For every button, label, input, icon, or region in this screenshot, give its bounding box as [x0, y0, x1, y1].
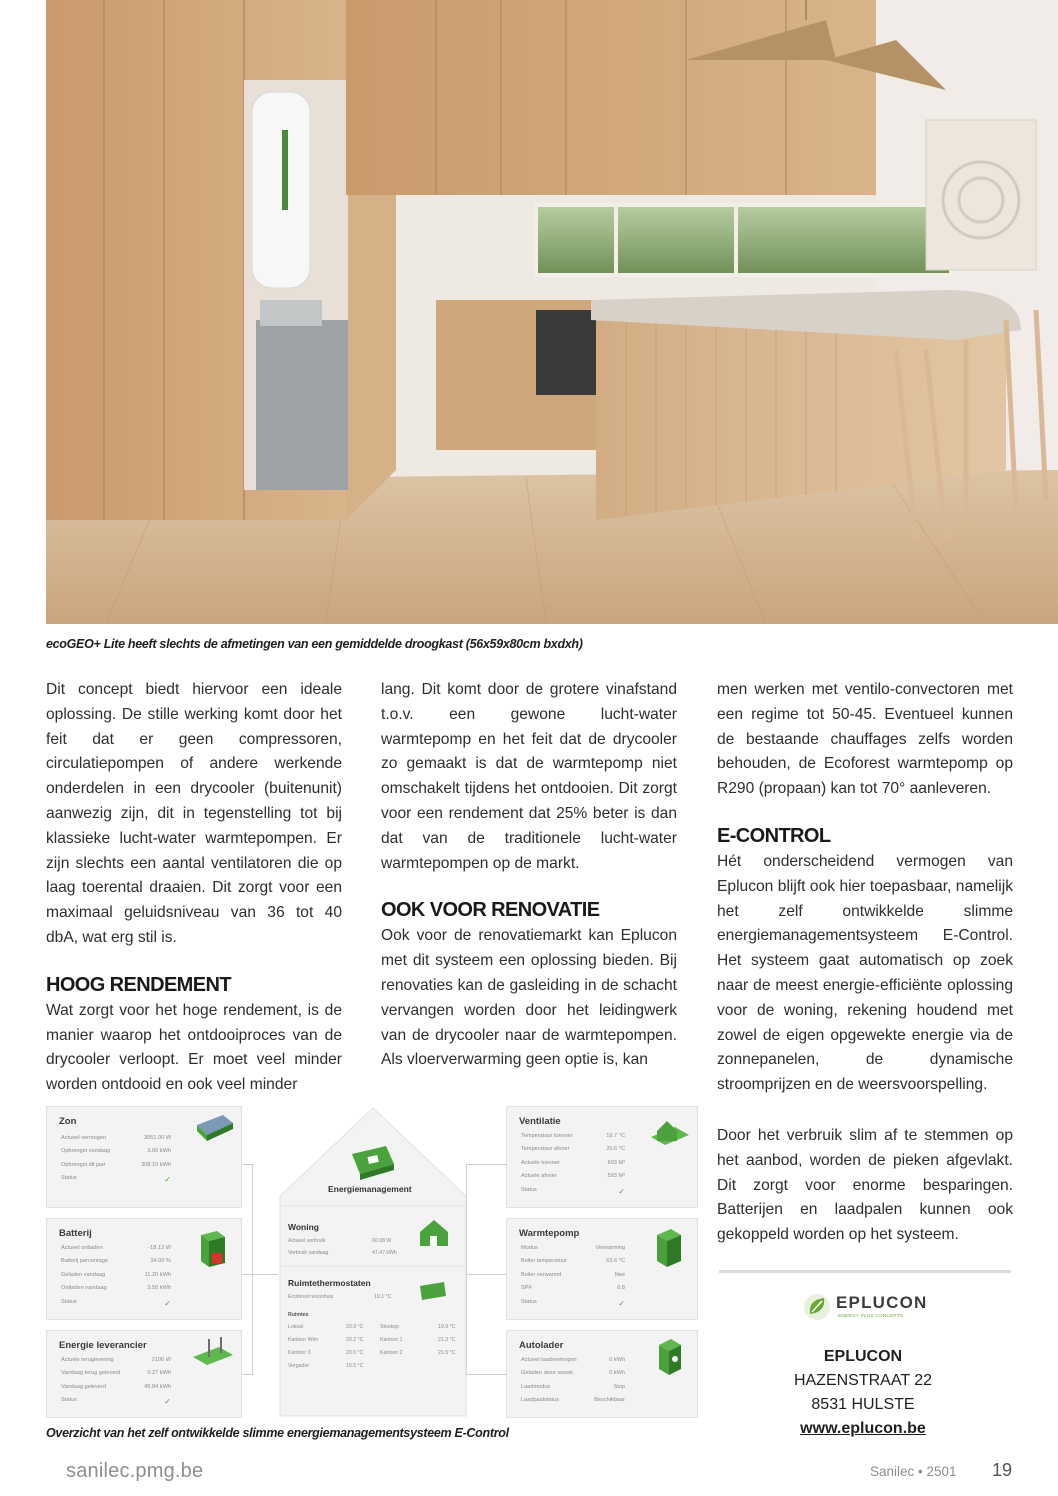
row-value: 593 M³	[607, 1173, 625, 1180]
logo-tagline: ENERGY PLUS CONCEPTS	[838, 1313, 904, 1318]
woning-row-label: Actueel verbruik	[288, 1238, 326, 1244]
panel-energie-leverancier	[46, 1330, 242, 1418]
room-name: Kantoor 3	[288, 1350, 311, 1356]
panel-title: Energie leverancier	[59, 1340, 147, 1351]
row-label: Actuele toevoer	[521, 1159, 560, 1166]
section-heading: HOOG RENDEMENT	[46, 973, 231, 996]
panel-title: Warmtepomp	[519, 1228, 580, 1239]
row-label: Temperatuur afvoer	[521, 1146, 570, 1153]
row-label: Actueel ontladen	[61, 1245, 103, 1251]
room-temp: 21.3 °C	[438, 1337, 456, 1343]
section-heading: E-CONTROL	[717, 824, 831, 847]
room-name: Loksal	[288, 1324, 303, 1330]
room-temp: 19.5 °C	[346, 1363, 364, 1369]
leaf-logo-icon	[802, 1292, 832, 1322]
footer-site[interactable]: sanilec.pmg.be	[66, 1460, 204, 1482]
row-value: 19.7 °C	[606, 1133, 625, 1139]
charger-icon	[651, 1337, 691, 1377]
row-label: Boiler verwarmd	[521, 1271, 562, 1278]
company-city: 8531 HULSTE	[811, 1396, 915, 1413]
paragraph: Dit concept biedt hiervoor een ideale oplossing. De stille werking komt door het feit dat er geen compressoren, circulatiepompen of andere werkende onderdelen in een drycooler (buitenunit) aanwezig zijn, dit in tegenstelling tot bij klassieke lucht-water warmtepompen. Er zijn slechts een aantal ventilatoren die op laag toerental draaien. Dit zorgt voor een maximaal geluidsniveau van 36 tot 40 dbA, wat erg stil is.	[46, 681, 342, 946]
ventilation-house-icon	[647, 1115, 691, 1151]
dashboard-center-title: Energiemanagement	[328, 1184, 412, 1194]
row-label: Actuele afvoer	[521, 1173, 557, 1180]
row-label: Opbrengst vandaag	[61, 1148, 111, 1155]
room-temp: 20.0 °C	[346, 1350, 364, 1356]
page-number: 19	[992, 1460, 1013, 1480]
woning-title: Woning	[288, 1222, 319, 1232]
room-name: Kantoor 1	[380, 1337, 403, 1343]
row-label: Status	[521, 1298, 537, 1305]
panel-title: Batterij	[59, 1228, 92, 1239]
paragraph: Wat zorgt voor het hoge rendement, is de manier waarop het ontdooiproces van de drycooler verloopt. Er moet veel minder worden ontdooid en ook veel minder	[46, 1001, 342, 1094]
panel-title: Autolader	[519, 1340, 564, 1351]
panel-autolader	[506, 1330, 698, 1418]
panel-title: Zon	[59, 1116, 77, 1127]
row-label: Status	[61, 1397, 77, 1404]
panel-title: Ventilatie	[519, 1116, 561, 1127]
room-temp: 21.5 °C	[438, 1350, 456, 1356]
row-label: SPF	[521, 1285, 532, 1292]
panel-ventilatie	[506, 1106, 698, 1208]
panel-zon	[46, 1106, 242, 1208]
kitchen-illustration	[46, 0, 1058, 624]
monitor-icon	[346, 1144, 398, 1180]
status-check-icon: ✓	[618, 1186, 625, 1196]
woning-row-value: 60.08 W	[372, 1238, 392, 1244]
row-label: Status	[61, 1298, 77, 1305]
company-name: EPLUCON	[823, 1348, 903, 1365]
row-value: 0 kWh	[609, 1357, 625, 1363]
row-value: 45.84 kWh	[144, 1383, 171, 1390]
room-name: Kantoor 2	[380, 1350, 403, 1356]
paragraph: Ook voor de renovatiemarkt kan Eplucon met dit systeem een oplossing bieden. Bij renovaties kan de gasleiding in de schacht vervangen worden door het leidingwerk van de drycooler naar de warmtepompen. Als vloerverwarming geen optie is, kan	[381, 927, 677, 1069]
paragraph: men werken met ventilo-convectoren met een regime tot 50-45. Eventueel kunnen de bestaande chauffages zelfs worden behouden, de Ecoforest warmtepomp op R290 (propaan) kan tot 70° aanleveren.	[717, 681, 1013, 798]
house-icon	[416, 1218, 450, 1248]
paragraph: lang. Dit komt door de grotere vinafstand t.o.v. een gewone lucht-water warmtepomp en het feit dat de drycooler zo gemaakt is dat de warmtepomp niet omschakelt tijdens het ontdooien. Dit zorgt voor een rendement dat 25% beter is dan dat van de traditionele lucht-water warmtepompen op de markt.	[381, 681, 677, 872]
row-label: Actueel vermogen	[61, 1135, 107, 1141]
ruimte-title: Ruimtethermostaten	[288, 1278, 371, 1288]
row-label: Geladen vandaag	[61, 1271, 106, 1278]
row-label: Laadpaalstatus	[521, 1397, 559, 1404]
row-value: 3.50 kWh	[147, 1285, 171, 1292]
woning-row-value: 47.47 kWh	[372, 1250, 397, 1256]
row-value: 603 M³	[607, 1159, 625, 1166]
paragraph: Door het verbruik slim af te stemmen op het aanbod, worden de pieken afgevlakt. Dit zorgt voor enorme besparingen. Batterijen en laadpalen kunnen ook gekoppeld worden op het systeem.	[717, 1126, 1013, 1244]
room-name: Stookop	[380, 1324, 400, 1330]
room-name: Vergader	[288, 1363, 310, 1369]
row-value: 2106 W	[151, 1357, 171, 1363]
paragraph: Hét onderscheidend vermogen van Eplucon blijft ook hier toepasbaar, namelijk het zelf ontwikkelde slimme energiemanagementsysteem E-Control. Het systeem gaat automatisch op zoek naar de meest energie-efficiënte oplossing voor de woning, rekening houdend met zowel de eigen opgewekte energie via de zonnepanelen, de dynamische stroomprijzen en de weersvoorspelling.	[717, 852, 1013, 1094]
heat-pump-icon	[649, 1227, 689, 1271]
panel-batterij	[46, 1218, 242, 1320]
row-label: Status	[521, 1186, 537, 1193]
room-name: Kantoor Wim	[288, 1337, 318, 1343]
row-label: Ontladen vandaag	[61, 1285, 107, 1292]
row-value: Stop	[613, 1383, 625, 1390]
panel-warmtepomp	[506, 1218, 698, 1320]
footer-issue: Sanilec • 2501	[870, 1464, 957, 1479]
row-label: Opbrengst dit jaar	[61, 1161, 106, 1168]
photo-caption: ecoGEO+ Lite heeft slechts de afmetingen van een gemiddelde droogkast (56x59x80cm bxdxh)	[46, 637, 583, 651]
thermo-value: 19.1 °C	[374, 1294, 392, 1300]
room-temp: 19.9 °C	[438, 1324, 456, 1330]
row-value: 3.60 kWh	[147, 1148, 171, 1155]
row-label: Actuele teruglevering	[61, 1357, 114, 1363]
row-label: Geladen deze sessie	[521, 1370, 574, 1377]
eplucon-logo	[802, 1290, 952, 1324]
row-value: Nee	[614, 1271, 625, 1278]
row-value: 308.10 kWh	[141, 1161, 171, 1168]
thermostat-icon	[418, 1280, 448, 1302]
row-value: 63.6 °C	[606, 1258, 625, 1265]
row-label: Modus	[521, 1245, 538, 1251]
row-label: Batterij percentage	[61, 1258, 108, 1265]
solar-panel-icon	[193, 1113, 237, 1143]
row-label: Boiler temperatuur	[521, 1258, 568, 1265]
row-label: Actueel laadvermogen	[521, 1357, 577, 1363]
row-label: Vandaag terug geleverd	[61, 1370, 121, 1377]
status-check-icon: ✓	[164, 1397, 171, 1407]
row-label: Status	[61, 1175, 77, 1182]
row-value: 34.00 %	[150, 1258, 171, 1265]
divider	[719, 1270, 1011, 1273]
row-value: -18.13 W	[148, 1245, 171, 1251]
status-check-icon: ✓	[618, 1298, 625, 1308]
row-value: 11.20 kWh	[144, 1271, 171, 1278]
room-temp: 20.2 °C	[346, 1337, 364, 1343]
row-value: Beschikbaar	[594, 1397, 625, 1404]
article-column-1	[46, 678, 342, 1098]
econtrol-dashboard	[46, 1106, 698, 1418]
woning-row-label: Verbruik vandaag	[288, 1250, 329, 1256]
dashboard-caption: Overzicht van het zelf ontwikkelde slimme energiemanagementsysteem E-Control	[46, 1426, 509, 1440]
rooms-table	[288, 1324, 466, 1376]
room-temp: 20.9 °C	[346, 1324, 364, 1330]
logo-wordmark: EPLUCON	[836, 1293, 928, 1312]
rooms-subtitle: Ruimtes	[288, 1312, 309, 1318]
row-label: Temperatuur toevoer	[521, 1133, 573, 1139]
row-value: 0 kWh	[609, 1370, 625, 1377]
row-label: Laadmodus	[521, 1383, 551, 1390]
row-value: 3051.00 W	[143, 1135, 171, 1141]
row-value: 6.8	[617, 1285, 625, 1292]
power-pylon-icon	[189, 1335, 237, 1371]
thermo-label: Ecoforest woonhuis	[288, 1294, 334, 1300]
section-heading: OOK VOOR RENOVATIE	[381, 899, 600, 922]
kitchen-photo	[46, 0, 1058, 624]
status-check-icon: ✓	[164, 1298, 171, 1308]
status-check-icon: ✓	[164, 1175, 171, 1185]
article-column-3	[717, 678, 1013, 1248]
row-value: Verwarming	[595, 1245, 625, 1251]
company-website-link[interactable]: www.eplucon.be	[800, 1420, 926, 1437]
row-value: 20.6 °C	[606, 1146, 625, 1153]
company-street: HAZENSTRAAT 22	[793, 1372, 933, 1389]
row-value: 0.27 kWh	[147, 1370, 171, 1377]
article-column-2	[381, 678, 677, 1073]
battery-icon	[193, 1229, 233, 1269]
row-label: Vandaag geleverd	[61, 1383, 106, 1390]
